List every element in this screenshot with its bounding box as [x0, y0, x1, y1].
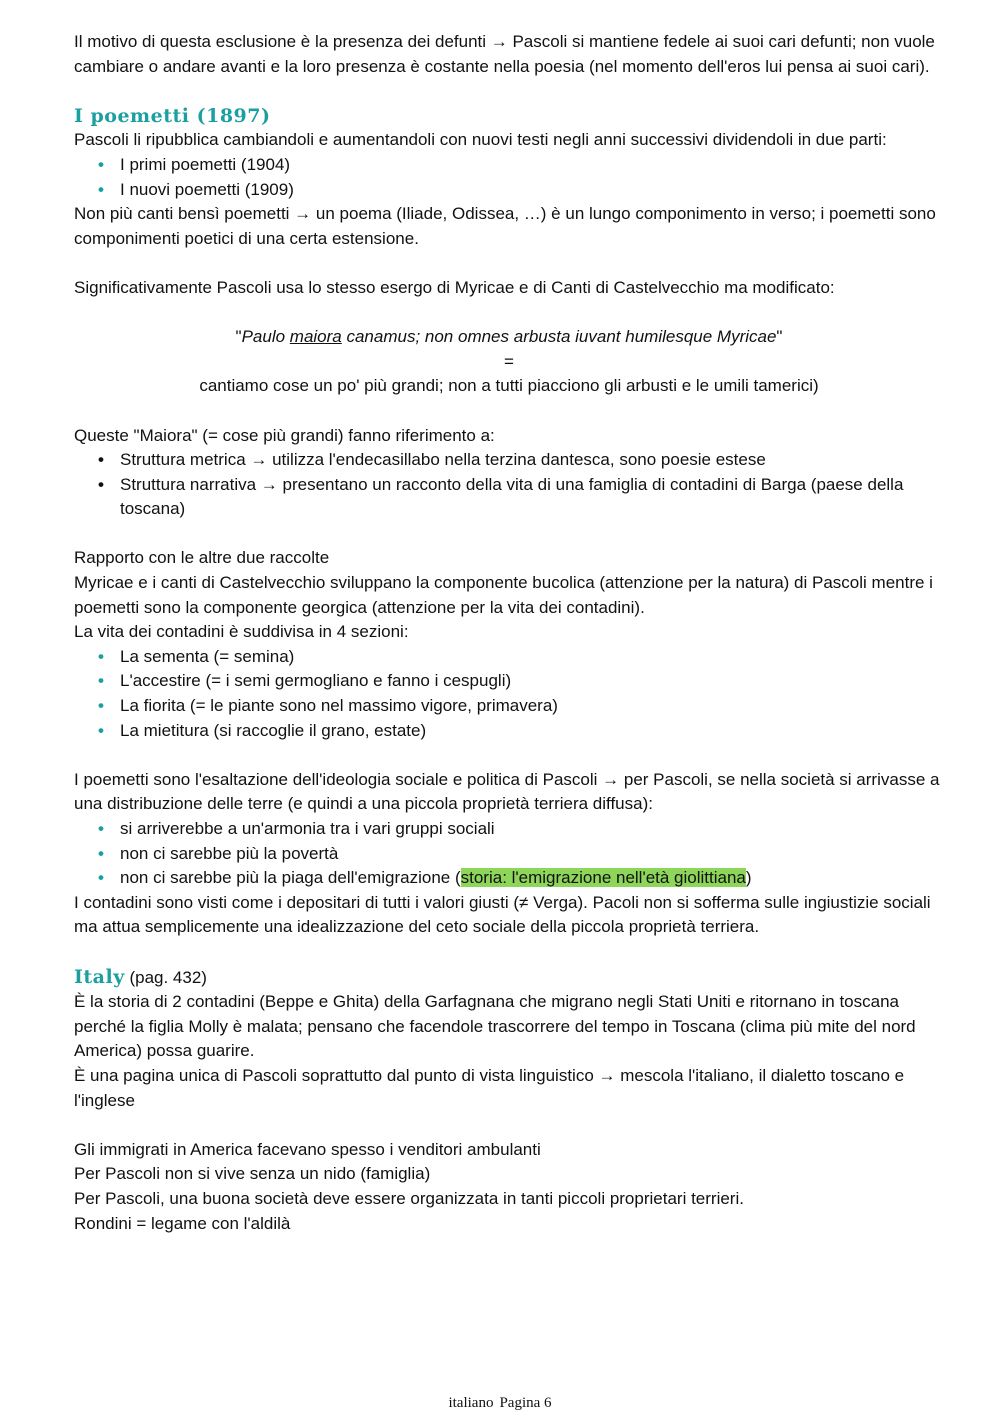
- list-item: [98, 153, 944, 178]
- note-line: Rondini = legame con l'aldilà: [74, 1213, 291, 1233]
- list-item: [98, 817, 944, 842]
- quote-underlined-word: maiora: [289, 327, 342, 347]
- bullet-icon: •: [98, 696, 104, 716]
- parts-list: [74, 153, 944, 202]
- quote-text: Paulo: [241, 327, 290, 347]
- list-item-text: ): [745, 868, 752, 888]
- note-page: [74, 30, 944, 1236]
- bullet-icon: •: [98, 450, 104, 470]
- bullet-icon: •: [98, 868, 104, 888]
- page-reference: (pag. 432): [124, 967, 207, 987]
- list-item: [98, 669, 944, 694]
- list-item-text: non ci sarebbe più la povertà: [120, 843, 339, 863]
- heading-poemetti: I poemetti (1897): [74, 104, 271, 127]
- paragraph-ideologia: I poemetti sono l'esaltazione dell'ideologia sociale e politica di Pascoli → per Pascoli, se nella società si arrivasse a una distribuzione delle terre (e quindi a una piccola proprietà terriera diffusa):: [74, 769, 940, 814]
- note-line: Gli immigrati in America facevano spesso i venditori ambulanti: [74, 1139, 541, 1159]
- paragraph-linguistico: È una pagina unica di Pascoli soprattutto dal punto di vista linguistico → mescola l'italiano, il dialetto toscano e l'inglese: [74, 1065, 905, 1110]
- list-item-text: I primi poemetti (1904): [120, 154, 291, 174]
- list-item-text: La fiorita (= le piante sono nel massimo vigore, primavera): [120, 696, 558, 716]
- bullet-icon: •: [98, 179, 104, 199]
- maiora-list: [74, 448, 944, 522]
- paragraph-contadini: I contadini sono visti come i depositari di tutti i valori giusti (≠ Verga). Pacoli non si sofferma sulle ingiustizie sociali ma attua semplicemente una idealizzazione del ceto sociale della piccola proprietà terriera.: [74, 892, 931, 937]
- quote-text: canamus; non omnes arbusta iuvant humilesque Myricae: [341, 327, 777, 347]
- ideologia-list: [74, 817, 944, 891]
- note-line: Per Pascoli, una buona società deve essere organizzata in tanti piccoli proprietari terrieri.: [74, 1188, 744, 1208]
- list-item: [98, 866, 944, 891]
- list-item-text: non ci sarebbe più la piaga dell'emigrazione (: [120, 868, 461, 888]
- sezioni-list: [74, 645, 944, 743]
- list-item-text: Struttura metrica → utilizza l'endecasillabo nella terzina dantesca, sono poesie estese: [120, 450, 766, 470]
- paragraph-sezioni: La vita dei contadini è suddivisa in 4 sezioni:: [74, 622, 409, 642]
- bullet-icon: •: [98, 720, 104, 740]
- spacer: [74, 399, 944, 424]
- bullet-icon: •: [98, 646, 104, 666]
- equals-sign: =: [504, 351, 514, 371]
- list-item: [98, 694, 944, 719]
- list-item: [98, 448, 944, 473]
- note-line: Per Pascoli non si vive senza un nido (famiglia): [74, 1164, 431, 1184]
- bullet-icon: •: [98, 843, 104, 863]
- list-item-text: La mietitura (si raccoglie il grano, estate): [120, 720, 427, 740]
- paragraph-esclusione: Il motivo di questa esclusione è la presenza dei defunti → Pascoli si mantiene fedele ai suoi cari defunti; non vuole cambiare o andare avanti e la loro presenza è costante nella poesia (nel momento dell'eros lui pensa ai suoi cari).: [74, 32, 935, 76]
- paragraph-maiora: Queste "Maiora" (= cose più grandi) fanno riferimento a:: [74, 425, 495, 445]
- list-item: [98, 473, 944, 522]
- latin-quote: [74, 325, 944, 350]
- spacer: [74, 940, 944, 965]
- quote-mark: ": [776, 327, 783, 347]
- rapporto-title: Rapporto con le altre due raccolte: [74, 548, 330, 568]
- list-item-text: si arriverebbe a un'armonia tra i vari gruppi sociali: [120, 819, 495, 838]
- paragraph-ripubblica: Pascoli li ripubblica cambiandoli e aumentandoli con nuovi testi negli anni successivi dividendoli in due parti:: [74, 130, 887, 150]
- quote-mark: ": [235, 327, 242, 347]
- bullet-icon: •: [98, 154, 104, 174]
- bullet-icon: •: [98, 819, 104, 838]
- bullet-icon: •: [98, 474, 104, 494]
- list-item-text: La sementa (= semina): [120, 646, 295, 666]
- list-item: [98, 645, 944, 670]
- bullet-icon: •: [98, 671, 104, 691]
- spacer: [74, 251, 944, 276]
- paragraph-definizione: Non più canti bensì poemetti → un poema (Iliade, Odissea, …) è un lungo componimento in verso; i poemetti sono componimenti poetici di una certa estensione.: [74, 204, 936, 248]
- paragraph-rapporto: Myricae e i canti di Castelvecchio sviluppano la componente bucolica (attenzione per la natura) di Pascoli mentre i poemetti sono la componente georgica (attenzione per la vita dei contadini).: [74, 573, 933, 617]
- list-item-text: L'accestire (= i semi germogliano e fanno i cespugli): [120, 671, 512, 691]
- spacer: [74, 301, 944, 326]
- footer-section: italiano: [448, 1395, 494, 1411]
- spacer: [74, 1113, 944, 1138]
- quote-translation: cantiamo cose un po' più grandi; non a tutti piacciono gli arbusti e le umili tamerici): [199, 376, 819, 396]
- list-item-text: Struttura narrativa → presentano un racconto della vita di una famiglia di contadini di Barga (paese della toscana): [120, 474, 904, 519]
- spacer: [74, 522, 944, 547]
- page-footer: [0, 1395, 1000, 1412]
- spacer: [74, 743, 944, 768]
- heading-italy: Italy: [74, 965, 125, 988]
- list-item: [98, 178, 944, 203]
- footer-page-number: Pagina 6: [499, 1395, 552, 1411]
- paragraph-storia-italy: È la storia di 2 contadini (Beppe e Ghita) della Garfagnana che migrano negli Stati Uniti e ritornano in toscana perché la figlia Molly è malata; pensano che facendole trascorrere del tempo in Toscana (clima più mite del nord America) possa guarire.: [74, 992, 916, 1061]
- spacer: [74, 79, 944, 104]
- heading-italy-line: [74, 965, 944, 991]
- list-item: [98, 842, 944, 867]
- highlighted-link-storia: storia: l'emigrazione nell'età giolittiana: [460, 868, 746, 888]
- paragraph-esergo: Significativamente Pascoli usa lo stesso esergo di Myricae e di Canti di Castelvecchio ma modificato:: [74, 277, 835, 297]
- list-item: [98, 719, 944, 744]
- list-item-text: I nuovi poemetti (1909): [120, 179, 294, 199]
